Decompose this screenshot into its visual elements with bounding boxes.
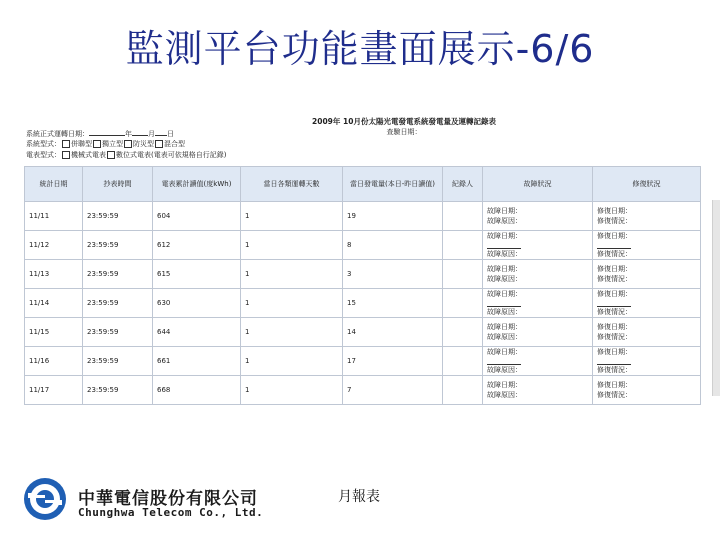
- fault-date-blank[interactable]: [487, 299, 521, 307]
- table-body: [25, 202, 701, 405]
- cell-days: 1: [241, 347, 343, 376]
- cell-time: 23:59:59: [83, 318, 153, 347]
- checkbox-digital-meter[interactable]: [107, 151, 115, 159]
- cell-repair[interactable]: [593, 231, 701, 260]
- cell-fault[interactable]: [483, 289, 593, 318]
- fault-label-reason: 故障原因：: [487, 308, 522, 316]
- repair-label-reason: 修復情況：: [597, 391, 632, 399]
- system-type-label: 系統型式：: [26, 140, 61, 148]
- fault-label-date: 故障日期：: [487, 323, 522, 331]
- cell-time: 23:59:59: [83, 231, 153, 260]
- cell-fault[interactable]: [483, 231, 593, 260]
- cell-fault[interactable]: [483, 202, 593, 231]
- cell-reading: 630: [153, 289, 241, 318]
- cell-reading: 644: [153, 318, 241, 347]
- cell-date: 11/16: [25, 347, 83, 376]
- cell-repair[interactable]: [593, 202, 701, 231]
- cell-recorder[interactable]: [443, 231, 483, 260]
- slide-caption: 月報表: [338, 489, 380, 505]
- checkbox-grid-tied[interactable]: [62, 140, 70, 148]
- repair-label-date: 修復日期：: [597, 232, 632, 240]
- meta-operation-date: [26, 128, 174, 139]
- repair-label-reason: 修復情況：: [597, 275, 632, 283]
- repair-label-date: 修復日期：: [597, 381, 632, 389]
- meta-meter-type: [26, 150, 226, 160]
- option-mechanical-meter: 機械式電表: [71, 151, 106, 159]
- table-row: [25, 376, 701, 405]
- cell-fault[interactable]: [483, 376, 593, 405]
- cell-repair[interactable]: [593, 376, 701, 405]
- cell-days: 1: [241, 318, 343, 347]
- fault-label-date: 故障日期：: [487, 207, 522, 215]
- table-row: [25, 318, 701, 347]
- cell-generation: 8: [343, 231, 443, 260]
- fault-label-reason: 故障原因：: [487, 391, 522, 399]
- repair-label-reason: 修復情況：: [597, 308, 632, 316]
- cell-date: 11/17: [25, 376, 83, 405]
- repair-label-date: 修復日期：: [597, 348, 632, 356]
- cell-date: 11/15: [25, 318, 83, 347]
- table-row: [25, 231, 701, 260]
- cell-recorder[interactable]: [443, 347, 483, 376]
- repair-date-blank[interactable]: [597, 357, 631, 365]
- cell-time: 23:59:59: [83, 289, 153, 318]
- checkbox-standalone[interactable]: [93, 140, 101, 148]
- cell-days: 1: [241, 231, 343, 260]
- year-blank: [89, 128, 125, 136]
- monthly-report: [24, 108, 700, 398]
- repair-date-blank[interactable]: [597, 299, 631, 307]
- fault-label-reason: 故障原因：: [487, 217, 522, 225]
- header-fault: 故障狀況: [483, 167, 593, 202]
- checkbox-mechanical-meter[interactable]: [62, 151, 70, 159]
- header-time: 抄表時間: [83, 167, 153, 202]
- checkbox-disaster[interactable]: [124, 140, 132, 148]
- month-blank: [132, 128, 148, 136]
- header-generation: 當日發電量(本日-昨日讀值): [343, 167, 443, 202]
- fault-label-date: 故障日期：: [487, 232, 522, 240]
- option-disaster: 防災型: [133, 140, 154, 148]
- cell-fault[interactable]: [483, 318, 593, 347]
- table-row: [25, 260, 701, 289]
- cell-recorder[interactable]: [443, 202, 483, 231]
- meta-operation-date-label: 系統正式運轉日期：: [26, 130, 89, 138]
- cell-generation: 19: [343, 202, 443, 231]
- checkbox-hybrid[interactable]: [155, 140, 163, 148]
- fault-label-reason: 故障原因：: [487, 366, 522, 374]
- fault-label-reason: 故障原因：: [487, 333, 522, 341]
- cell-recorder[interactable]: [443, 289, 483, 318]
- cell-repair[interactable]: [593, 318, 701, 347]
- cell-recorder[interactable]: [443, 318, 483, 347]
- header-recorder: 紀錄人: [443, 167, 483, 202]
- cell-time: 23:59:59: [83, 376, 153, 405]
- repair-label-reason: 修復情況：: [597, 250, 632, 258]
- report-date-line: 查驗日期：: [386, 128, 422, 136]
- day-blank: [155, 128, 167, 136]
- header-days: 當日各類運轉天數: [241, 167, 343, 202]
- cell-days: 1: [241, 376, 343, 405]
- cell-time: 23:59:59: [83, 202, 153, 231]
- repair-date-blank[interactable]: [597, 241, 631, 249]
- cell-generation: 17: [343, 347, 443, 376]
- chunghwa-logo-icon: [22, 476, 68, 522]
- cell-time: 23:59:59: [83, 347, 153, 376]
- cell-date: 11/12: [25, 231, 83, 260]
- cell-reading: 661: [153, 347, 241, 376]
- cell-days: 1: [241, 289, 343, 318]
- vertical-scrollbar[interactable]: [712, 200, 720, 396]
- repair-label-date: 修復日期：: [597, 265, 632, 273]
- cell-reading: 612: [153, 231, 241, 260]
- repair-label-reason: 修復情況：: [597, 333, 632, 341]
- option-grid-tied: 併聯型: [71, 140, 92, 148]
- month-label: 月: [148, 130, 155, 138]
- meta-system-type: [26, 139, 185, 149]
- fault-label-date: 故障日期：: [487, 381, 522, 389]
- cell-date: 11/11: [25, 202, 83, 231]
- repair-label-reason: 修復情況：: [597, 366, 632, 374]
- cell-repair[interactable]: [593, 347, 701, 376]
- header-repair: 修復狀況: [593, 167, 701, 202]
- cell-generation: 3: [343, 260, 443, 289]
- meter-note: (電表可依規格自行記錄): [151, 151, 227, 159]
- cell-reading: 615: [153, 260, 241, 289]
- fault-label-reason: 故障原因：: [487, 275, 522, 283]
- cell-recorder[interactable]: [443, 376, 483, 405]
- repair-label-date: 修復日期：: [597, 323, 632, 331]
- option-hybrid: 混合型: [164, 140, 185, 148]
- fault-label-date: 故障日期：: [487, 290, 522, 298]
- fault-label-date: 故障日期：: [487, 265, 522, 273]
- fault-date-blank[interactable]: [487, 357, 521, 365]
- table-row: [25, 289, 701, 318]
- cell-reading: 668: [153, 376, 241, 405]
- generation-log-table: [24, 166, 701, 405]
- table-row: [25, 347, 701, 376]
- header-reading: 電表累計讀值(度kWh): [153, 167, 241, 202]
- option-standalone: 獨立型: [102, 140, 123, 148]
- cell-repair[interactable]: [593, 260, 701, 289]
- meter-type-label: 電表型式：: [26, 151, 61, 159]
- fault-label-date: 故障日期：: [487, 348, 522, 356]
- cell-generation: 7: [343, 376, 443, 405]
- fault-date-blank[interactable]: [487, 241, 521, 249]
- year-label: 年: [125, 130, 132, 138]
- table-header-row: [25, 167, 701, 202]
- cell-reading: 604: [153, 202, 241, 231]
- fault-label-reason: 故障原因：: [487, 250, 522, 258]
- repair-label-date: 修復日期：: [597, 290, 632, 298]
- option-digital-meter: 數位式電表: [116, 151, 151, 159]
- cell-time: 23:59:59: [83, 260, 153, 289]
- cell-date: 11/13: [25, 260, 83, 289]
- cell-fault[interactable]: [483, 260, 593, 289]
- cell-days: 1: [241, 260, 343, 289]
- company-name-chinese: 中華電信股份有限公司: [78, 489, 258, 509]
- repair-label-reason: 修復情況：: [597, 217, 632, 225]
- day-label: 日: [167, 130, 174, 138]
- cell-date: 11/14: [25, 289, 83, 318]
- cell-recorder[interactable]: [443, 260, 483, 289]
- report-title: 2009年 10月份太陽光電發電系統發電量及運轉記錄表: [312, 117, 496, 126]
- slide-title: 監測平台功能畫面展示-6/6: [125, 27, 595, 71]
- cell-days: 1: [241, 202, 343, 231]
- cell-generation: 15: [343, 289, 443, 318]
- header-date: 統計日期: [25, 167, 83, 202]
- repair-label-date: 修復日期：: [597, 207, 632, 215]
- table-row: [25, 202, 701, 231]
- cell-repair[interactable]: [593, 289, 701, 318]
- cell-fault[interactable]: [483, 347, 593, 376]
- company-name-english: Chunghwa Telecom Co., Ltd.: [78, 506, 264, 519]
- cell-generation: 14: [343, 318, 443, 347]
